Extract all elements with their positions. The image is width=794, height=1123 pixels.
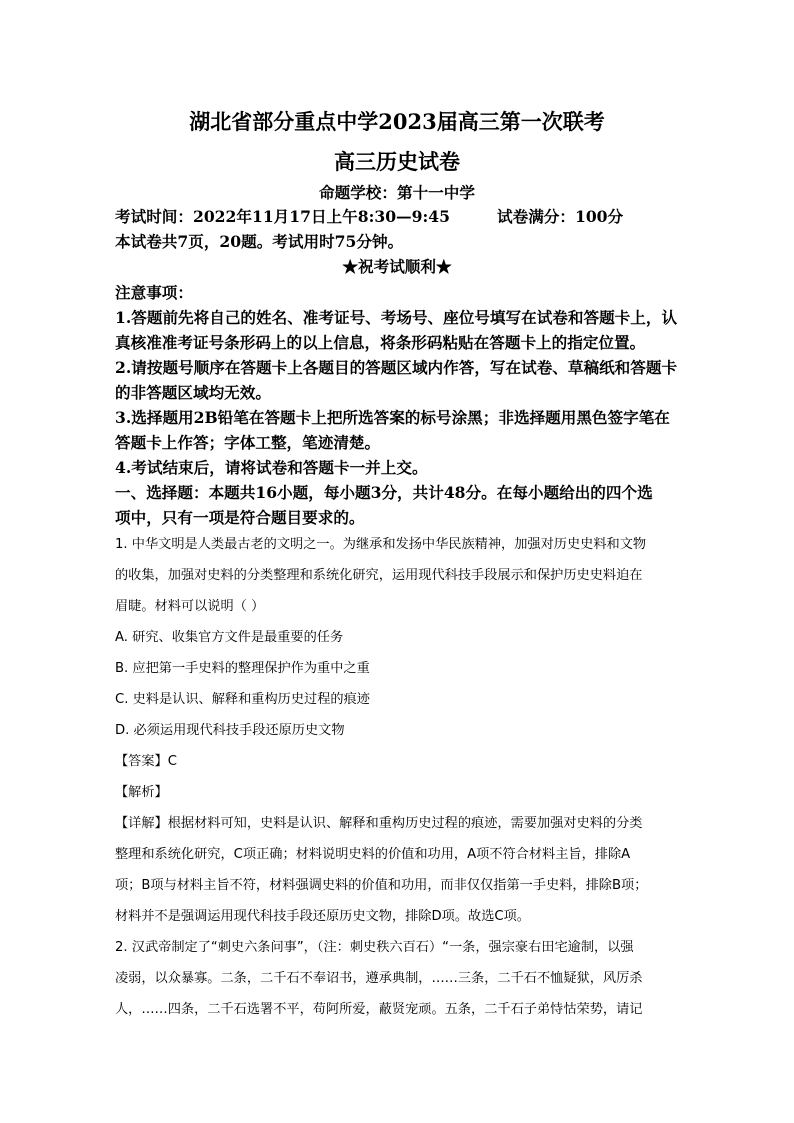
question-1-option-b: B. 应把第一手史料的整理保护作为重中之重 (115, 661, 370, 676)
section-heading: 一、选择题：本题共16小题，每小题3分，共计48分。在每小题给出的四个选 (115, 483, 653, 502)
question-1-stem: 1. 中华文明是人类最古老的文明之一。为继承和发扬中华民族精神，加强对历史史料和文物 (115, 537, 647, 552)
exam-school: 命题学校：第十一中学 (319, 183, 475, 202)
question-1-option-d: D. 必须运用现代科技手段还原历史文物 (115, 723, 345, 738)
question-1-analysis: 材料并不是强调运用现代科技手段还原历史文物，排除D项。故选C项。 (115, 909, 530, 924)
notice-line: 答题卡上作答；字体工整，笔迹清楚。 (115, 433, 381, 452)
notice-line: 3.选择题用2B铅笔在答题卡上把所选答案的标号涂黑；非选择题用黑色签字笔在 (115, 408, 670, 427)
exam-time: 考试时间：2022年11月17日上午8:30—9:45 (115, 207, 450, 226)
question-1-answer: 【答案】C (115, 754, 177, 769)
question-2-stem: 2. 汉武帝制定了“刺史六条问事”，（注：刺史秩六百石）“一条，强宗豪右田宅逾制，以强 (115, 940, 634, 955)
notice-line: 2.请按题号顺序在答题卡上各题目的答题区域内作答，写在试卷、草稿纸和答题卡 (115, 358, 678, 377)
notice-line: 真核准准考证号条形码上的以上信息，将条形码粘贴在答题卡上的指定位置。 (115, 333, 646, 352)
exam-info: 本试卷共7页，20题。考试用时75分钟。 (115, 232, 404, 251)
section-heading-cont: 项中，只有一项是符合题目要求的。 (115, 508, 365, 527)
question-1-analysis: 项；B项与材料主旨不符，材料强调史料的价值和功用，而非仅仅指第一手史料，排除B项； (115, 878, 648, 893)
full-score: 试卷满分：100分 (497, 207, 624, 226)
exam-subtitle: 高三历史试卷 (334, 149, 460, 174)
notice-line: 的非答题区域均无效。 (115, 383, 271, 402)
notice-line: 4.考试结束后，请将试卷和答题卡一并上交。 (115, 458, 428, 477)
question-1-option-c: C. 史料是认识、解释和重构历史过程的痕迹 (115, 692, 370, 707)
blessing: ★祝考试顺利★ (342, 257, 452, 276)
question-1-analysis: 【详解】根据材料可知，史料是认识、解释和重构历史过程的痕迹，需要加强对史料的分类 (115, 816, 643, 831)
question-2-stem: 凌弱，以众暴寡。二条，二千石不奉诏书，遵承典制，……三条，二千石不恤疑狱，风厉杀 (115, 971, 643, 986)
question-1-option-a: A. 研究、收集官方文件是最重要的任务 (115, 630, 344, 645)
exam-title: 湖北省部分重点中学2023届高三第一次联考 (189, 109, 605, 134)
question-1-analysis-label: 【解析】 (115, 785, 168, 800)
question-1-stem: 眉睫。材料可以说明（ ） (115, 599, 265, 614)
question-2-stem: 人，……四条，二千石选署不平，苟阿所爱，蔽贤宠顽。五条，二千石子弟恃怙荣势，请记 (115, 1002, 643, 1017)
question-1-analysis: 整理和系统化研究，C项正确；材料说明史料的价值和功用，A项不符合材料主旨，排除A (115, 847, 631, 862)
question-1-stem: 的收集，加强对史料的分类整理和系统化研究，运用现代科技手段展示和保护历史史料迫在 (115, 568, 643, 583)
notice-line: 1.答题前先将自己的姓名、准考证号、考场号、座位号填写在试卷和答题卡上，认 (115, 308, 678, 327)
notice-heading: 注意事项： (115, 283, 193, 302)
